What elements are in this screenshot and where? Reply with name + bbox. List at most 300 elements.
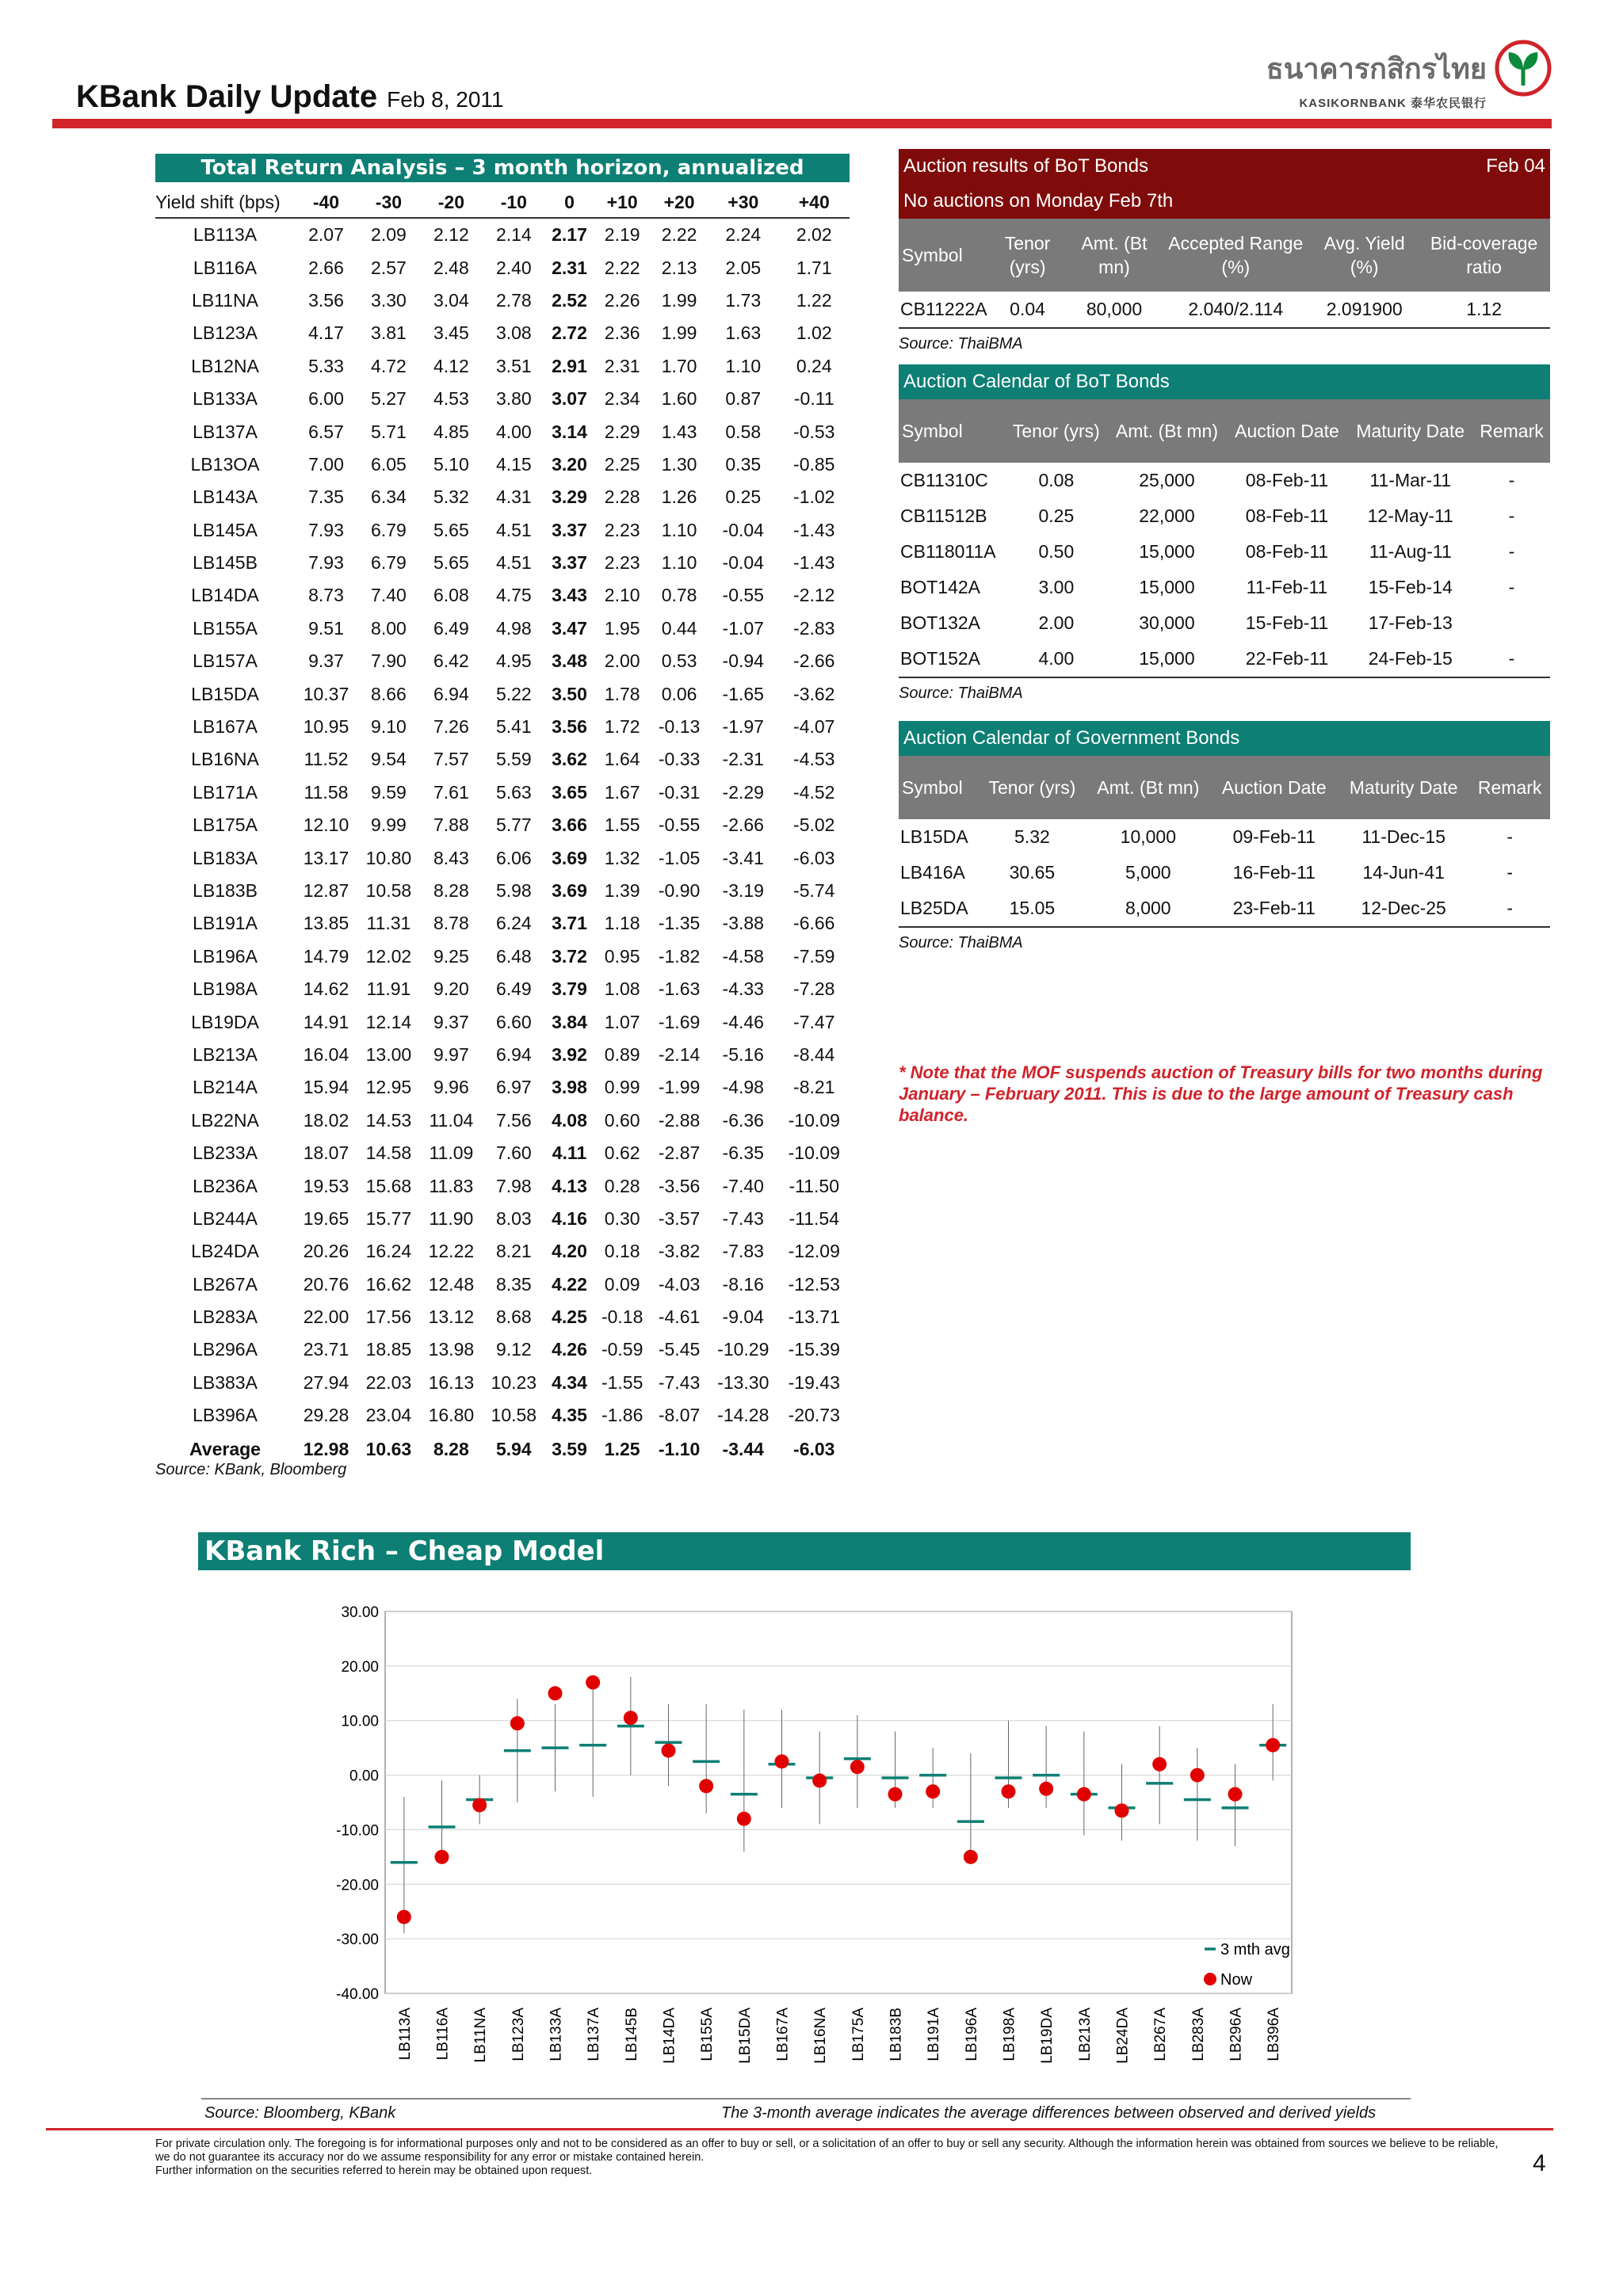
value-cell: 15-Feb-11 (1245, 612, 1329, 633)
return-value: -3.56 (658, 1175, 701, 1196)
x-tick-label: LB196A (963, 2008, 980, 2061)
bond-symbol: LB133A (193, 388, 258, 410)
return-value: 18.85 (365, 1339, 412, 1360)
return-value: 2.52 (552, 289, 587, 311)
return-value: 7.35 (308, 486, 344, 508)
bond-symbol: LB157A (193, 650, 258, 672)
x-tick-label: LB15DA (736, 2008, 754, 2064)
x-tick-label: LB137A (586, 2008, 603, 2061)
return-value: 11.83 (429, 1175, 474, 1196)
return-value: 3.66 (552, 814, 587, 836)
value-cell: 22-Feb-11 (1245, 648, 1329, 669)
table-row (155, 645, 850, 677)
return-value: 1.07 (604, 1011, 640, 1032)
return-value: 7.98 (495, 1175, 532, 1196)
return-value: 0.60 (604, 1109, 640, 1131)
table-row (155, 841, 850, 874)
return-value: 6.34 (371, 486, 407, 508)
return-value: 14.79 (303, 945, 349, 967)
bond-symbol: LB283A (193, 1306, 258, 1328)
return-value: 7.90 (371, 650, 407, 672)
return-value: 0.99 (604, 1077, 640, 1098)
further-info-text: Further information on the securities referred to herein may be obtained upon request. (155, 2164, 593, 2177)
bond-symbol: LB236A (193, 1175, 258, 1196)
column-header: Auction Date (1221, 777, 1327, 798)
return-value: 1.18 (604, 913, 640, 934)
return-value: -0.04 (722, 552, 764, 574)
return-value: 16.24 (365, 1241, 412, 1262)
return-value: 2.00 (604, 650, 640, 672)
return-value: 6.57 (308, 421, 344, 442)
return-value: -7.43 (658, 1371, 701, 1393)
return-value: -10.09 (788, 1109, 840, 1131)
value-cell: 15,000 (1139, 577, 1195, 597)
return-value: 6.05 (371, 453, 407, 475)
return-value: 4.51 (495, 552, 532, 574)
y-tick-label: 30.00 (341, 1604, 379, 1621)
auction-results-panel (899, 149, 1550, 353)
chart-bottom-rule (201, 2098, 1411, 2100)
return-value: 6.48 (495, 945, 532, 967)
return-value: 7.60 (495, 1142, 532, 1164)
return-value: -1.97 (722, 716, 764, 738)
bond-symbol: LB191A (193, 913, 258, 934)
return-value: 3.81 (371, 322, 407, 344)
return-value: 4.31 (495, 486, 532, 508)
value-cell: 15-Feb-14 (1368, 577, 1453, 597)
x-tick-label: LB198A (1001, 2008, 1018, 2061)
bond-symbol: LB123A (193, 322, 258, 344)
logo-english-name (1266, 94, 1487, 111)
return-value: 4.35 (552, 1405, 587, 1426)
value-cell: 12-May-11 (1367, 505, 1453, 526)
return-value: 8.28 (433, 880, 469, 901)
disclaimer-text: For private circulation only. The foregoing is for informational purposes only and not to be considered as an offer to buy or sell, or a solicitation of an offer to buy or sell any security. Although the information herein was obtained from sources we believe to be reliable, we do not guarantee its accuracy nor do we assume responsibility for any error or mistake contained herein. (155, 2138, 1499, 2164)
bond-symbol: LB24DA (191, 1241, 259, 1262)
return-value: -10.29 (717, 1339, 769, 1360)
y-tick-label: -10.00 (336, 1822, 379, 1840)
return-value: 2.28 (604, 486, 640, 508)
table-row (155, 809, 850, 841)
return-value: 3.69 (552, 880, 587, 901)
footer-rule (46, 2128, 1553, 2130)
return-value: -2.88 (658, 1109, 701, 1131)
table-row (155, 481, 850, 513)
return-value: 2.19 (604, 224, 640, 246)
return-value: 3.04 (433, 289, 469, 311)
return-value: 4.22 (552, 1273, 587, 1295)
return-value: -0.55 (722, 585, 764, 606)
return-value: 12.22 (428, 1241, 475, 1262)
return-value: -7.59 (793, 945, 835, 967)
table-row (155, 218, 850, 251)
return-value: 2.13 (661, 257, 697, 278)
bond-symbol: LB12NA (191, 355, 259, 376)
return-value: 5.33 (308, 355, 344, 376)
y-tick-label: 20.00 (341, 1658, 379, 1676)
table-row (155, 907, 850, 940)
return-value: 2.14 (495, 224, 532, 246)
value-cell: 10,000 (1120, 826, 1177, 847)
table-row (899, 570, 1550, 605)
value-cell: 30,000 (1139, 612, 1195, 633)
return-value: -2.66 (793, 650, 835, 672)
return-value: -14.28 (717, 1405, 769, 1426)
gov-calendar-source: Source: ThaiBMA (899, 934, 1023, 952)
return-value: -10.09 (788, 1142, 840, 1164)
return-value: 9.37 (433, 1011, 469, 1032)
table-row (155, 383, 850, 415)
return-value: 2.05 (725, 257, 762, 278)
return-value: -0.53 (793, 421, 835, 442)
return-value: 2.24 (725, 224, 762, 246)
now-point (548, 1686, 563, 1700)
return-value: -1.10 (658, 1438, 701, 1459)
table-row (899, 605, 1550, 641)
bond-symbol: LB16NA (191, 749, 259, 770)
return-value: -0.59 (601, 1339, 643, 1360)
return-value: 1.43 (661, 421, 697, 442)
now-point (397, 1910, 411, 1924)
return-value: 9.37 (308, 650, 344, 672)
return-value: 6.60 (495, 1011, 532, 1032)
symbol-cell: LB416A (900, 862, 965, 883)
return-value: 1.99 (661, 322, 697, 344)
bond-symbol: LB145A (193, 519, 258, 540)
return-value: 1.10 (661, 519, 697, 540)
return-value: -5.74 (793, 880, 835, 901)
return-value: 1.39 (604, 880, 640, 901)
shift-col-header: +10 (594, 187, 651, 218)
return-value: -0.85 (793, 453, 835, 475)
table-row (155, 1367, 850, 1399)
now-point (1266, 1738, 1280, 1753)
x-tick-label: LB24DA (1114, 2008, 1132, 2064)
legend-now-label: Now (1220, 1971, 1253, 1989)
column-header: Bid-coverage ratio (1430, 233, 1538, 277)
return-value: 6.97 (495, 1077, 532, 1098)
return-value: -8.21 (793, 1077, 835, 1098)
bond-symbol: LB19DA (191, 1011, 259, 1032)
value-cell: 08-Feb-11 (1245, 541, 1329, 562)
return-value: 5.71 (371, 421, 407, 442)
return-value: 3.30 (371, 289, 407, 311)
value-cell: 2.040/2.114 (1188, 299, 1284, 319)
return-value: -6.03 (793, 1438, 835, 1459)
return-value: 5.65 (433, 552, 469, 574)
chart-footnote: The 3-month average indicates the average differences between observed and derived yields (721, 2104, 1377, 2122)
now-point (1039, 1782, 1053, 1796)
return-value: 0.24 (796, 355, 832, 376)
return-value: 10.95 (303, 716, 349, 738)
now-point (1190, 1768, 1205, 1783)
return-value: 7.57 (433, 749, 469, 770)
value-cell: 2.00 (1038, 612, 1075, 633)
header-rule (52, 119, 1552, 128)
return-value: 1.63 (725, 322, 762, 344)
return-value: 4.16 (552, 1207, 587, 1229)
value-cell: - (1508, 648, 1515, 669)
bond-symbol: LB196A (193, 945, 258, 967)
column-header: Remark (1480, 421, 1544, 441)
logo-en: KASIKORNBANK (1299, 97, 1407, 110)
return-value: 3.69 (552, 847, 587, 868)
table-row (155, 1399, 850, 1432)
return-value: -7.43 (722, 1207, 764, 1229)
return-value: 11.31 (366, 913, 411, 934)
bond-symbol: LB155A (193, 617, 258, 639)
value-cell: 12-Dec-25 (1361, 898, 1446, 918)
now-point (435, 1850, 449, 1864)
x-tick-label: LB396A (1266, 2008, 1283, 2061)
return-value: -1.35 (658, 913, 701, 934)
return-value: 6.08 (433, 585, 469, 606)
return-value: 5.22 (495, 683, 532, 704)
return-value: 29.28 (303, 1405, 349, 1426)
auction-results-date: Feb 04 (1486, 155, 1545, 177)
value-cell: - (1508, 505, 1515, 526)
column-header: Symbol (902, 421, 963, 441)
bond-symbol: LB13OA (190, 453, 260, 475)
return-value: 1.22 (796, 289, 832, 311)
auction-results-source: Source: ThaiBMA (899, 335, 1023, 353)
column-header: Amt. (Bt mn) (1115, 421, 1218, 441)
table-row (155, 284, 850, 317)
logo-cn: 泰华农民银行 (1410, 97, 1487, 110)
return-value: 2.26 (604, 289, 640, 311)
return-value: 15.68 (365, 1175, 412, 1196)
symbol-cell: BOT152A (900, 648, 980, 669)
bot-calendar-source: Source: ThaiBMA (899, 685, 1023, 702)
return-value: 2.31 (552, 257, 587, 278)
now-point (737, 1812, 751, 1826)
now-point (624, 1711, 638, 1725)
bond-symbol: LB183B (193, 880, 258, 901)
bond-symbol: LB198A (193, 978, 258, 1000)
return-value: -4.52 (793, 781, 835, 803)
now-point (1152, 1757, 1167, 1772)
return-value: 16.04 (303, 1043, 349, 1065)
value-cell: - (1507, 898, 1513, 918)
x-tick-label: LB167A (774, 2008, 792, 2061)
return-value: 1.72 (604, 716, 640, 738)
return-value: 9.20 (433, 978, 469, 1000)
return-value: 6.06 (495, 847, 532, 868)
column-header: Amt. (Bt mn) (1081, 233, 1148, 277)
return-value: 0.28 (604, 1175, 640, 1196)
x-tick-label: LB175A (850, 2008, 867, 2061)
return-value: 2.57 (371, 257, 407, 278)
return-value: 14.53 (365, 1109, 412, 1131)
return-value: -12.53 (788, 1273, 840, 1295)
bond-symbol: LB143A (193, 486, 258, 508)
return-value: 3.47 (552, 617, 587, 639)
return-value: -1.43 (793, 519, 835, 540)
return-value: -15.39 (788, 1339, 840, 1360)
return-value: 1.32 (604, 847, 640, 868)
table-row (155, 1301, 850, 1333)
return-value: 14.62 (303, 978, 349, 1000)
return-value: 4.13 (552, 1175, 587, 1196)
return-value: 12.98 (303, 1438, 349, 1459)
return-value: 3.71 (552, 913, 587, 934)
value-cell: 11-Mar-11 (1369, 470, 1452, 490)
return-value: -3.41 (722, 847, 764, 868)
return-value: 11.90 (429, 1207, 474, 1229)
return-value: 13.12 (428, 1306, 475, 1328)
return-value: -1.65 (722, 683, 764, 704)
return-value: 9.54 (371, 749, 407, 770)
y-tick-label: 10.00 (341, 1713, 379, 1730)
return-value: 2.72 (552, 322, 587, 344)
table-row (899, 498, 1550, 534)
return-value: 5.32 (433, 486, 469, 508)
x-tick-label: LB145B (623, 2008, 640, 2061)
return-value: -6.03 (793, 847, 835, 868)
return-value: -5.45 (658, 1339, 701, 1360)
value-cell: 08-Feb-11 (1245, 470, 1329, 490)
return-value: 11.09 (429, 1142, 474, 1164)
return-value: 3.20 (552, 453, 587, 475)
return-value: -1.86 (601, 1405, 643, 1426)
return-value: 5.65 (433, 519, 469, 540)
x-tick-label: LB283A (1190, 2008, 1207, 2061)
return-value: 9.12 (495, 1339, 532, 1360)
value-cell: 1.12 (1466, 299, 1502, 319)
yield-shift-header: Yield shift (bps) (155, 187, 295, 218)
return-value: 3.51 (495, 355, 532, 376)
return-value: 5.63 (495, 781, 532, 803)
bond-symbol: LB267A (193, 1273, 258, 1295)
return-value: 7.88 (433, 814, 469, 836)
table-row (155, 1071, 850, 1104)
return-value: 4.75 (495, 585, 532, 606)
return-value: 10.63 (365, 1438, 412, 1459)
return-value: -12.09 (788, 1241, 840, 1262)
x-tick-label: LB296A (1228, 2008, 1245, 2061)
return-value: 1.99 (661, 289, 697, 311)
return-value: 14.58 (365, 1142, 412, 1164)
return-value: 0.18 (604, 1241, 640, 1262)
table-row (155, 973, 850, 1005)
shift-col-header: -30 (357, 187, 420, 218)
return-value: -0.18 (601, 1306, 643, 1328)
return-value: -7.40 (722, 1175, 764, 1196)
symbol-cell: CB11310C (900, 470, 988, 490)
column-header: Tenor (yrs) (1012, 421, 1100, 441)
table-row (155, 743, 850, 776)
value-cell: 80,000 (1086, 299, 1143, 319)
table-row (155, 1104, 850, 1137)
now-point (964, 1850, 978, 1864)
column-header: Tenor (yrs) (1004, 233, 1051, 277)
table-header-row (899, 219, 1550, 292)
table-row (155, 317, 850, 349)
return-value: 4.17 (308, 322, 344, 344)
column-header: Amt. (Bt mn) (1097, 777, 1200, 798)
return-value: -3.82 (658, 1241, 701, 1262)
value-cell: - (1508, 577, 1515, 597)
return-value: -2.14 (658, 1043, 701, 1065)
return-value: 3.50 (552, 683, 587, 704)
return-value: 4.98 (495, 617, 532, 639)
now-point (472, 1798, 487, 1812)
x-tick-label: LB267A (1152, 2008, 1170, 2061)
return-value: 6.94 (433, 683, 469, 704)
return-value: 16.13 (428, 1371, 475, 1393)
return-value: 3.79 (552, 978, 587, 1000)
shift-col-header: -10 (483, 187, 545, 218)
value-cell: - (1508, 470, 1515, 490)
return-value: 1.64 (604, 749, 640, 770)
now-point (1228, 1787, 1243, 1802)
return-value: -7.28 (793, 978, 835, 1000)
x-tick-label: LB191A (926, 2008, 943, 2061)
rich-cheap-title: KBank Rich – Cheap Model (198, 1532, 1411, 1570)
x-tick-label: LB113A (396, 2008, 414, 2061)
return-value: -1.05 (658, 847, 701, 868)
return-value: 6.79 (371, 552, 407, 574)
bond-symbol: LB296A (193, 1339, 258, 1360)
return-value: 0.62 (604, 1142, 640, 1164)
auction-results-title: Auction results of BoT Bonds (903, 155, 1149, 177)
table-row (899, 855, 1550, 891)
column-header: Remark (1477, 777, 1542, 798)
return-value: 11.91 (366, 978, 411, 1000)
x-tick-label: LB116A (434, 2008, 452, 2061)
value-cell: 8,000 (1125, 898, 1171, 918)
return-value: 1.26 (661, 486, 697, 508)
return-value: 3.84 (552, 1011, 587, 1032)
return-value: -1.82 (658, 945, 701, 967)
return-value: -0.31 (658, 781, 701, 803)
x-tick-label: LB123A (510, 2008, 527, 2061)
return-value: -1.55 (601, 1371, 643, 1393)
shift-col-header: +30 (708, 187, 778, 218)
bond-symbol: LB175A (193, 814, 258, 836)
now-point (812, 1773, 827, 1787)
return-value: 0.95 (604, 945, 640, 967)
bot-calendar-title: Auction Calendar of BoT Bonds (899, 364, 1550, 399)
x-tick-label: LB19DA (1039, 2008, 1056, 2064)
return-value: 1.02 (796, 322, 832, 344)
bot-calendar-table (899, 399, 1550, 677)
column-header: Maturity Date (1349, 777, 1458, 798)
return-value: -1.43 (793, 552, 835, 574)
return-value: 4.08 (552, 1109, 587, 1131)
table-row (155, 1005, 850, 1038)
return-value: -2.87 (658, 1142, 701, 1164)
return-value: 2.48 (433, 257, 469, 278)
return-value: 3.62 (552, 749, 587, 770)
return-value: 6.79 (371, 519, 407, 540)
return-value: 8.00 (371, 617, 407, 639)
return-value: 9.10 (371, 716, 407, 738)
return-value: 3.98 (552, 1077, 587, 1098)
bond-symbol: LB15DA (191, 683, 259, 704)
table-row (899, 641, 1550, 677)
return-value: 0.89 (604, 1043, 640, 1065)
return-value: -6.66 (793, 913, 835, 934)
now-point (510, 1716, 525, 1730)
bond-symbol: LB233A (193, 1142, 258, 1164)
return-value: -3.44 (722, 1438, 764, 1459)
return-value: 15.94 (303, 1077, 349, 1098)
return-value: 3.37 (552, 519, 587, 540)
return-value: -4.07 (793, 716, 835, 738)
x-tick-label: LB183B (888, 2008, 905, 2061)
shift-col-header: -20 (420, 187, 483, 218)
